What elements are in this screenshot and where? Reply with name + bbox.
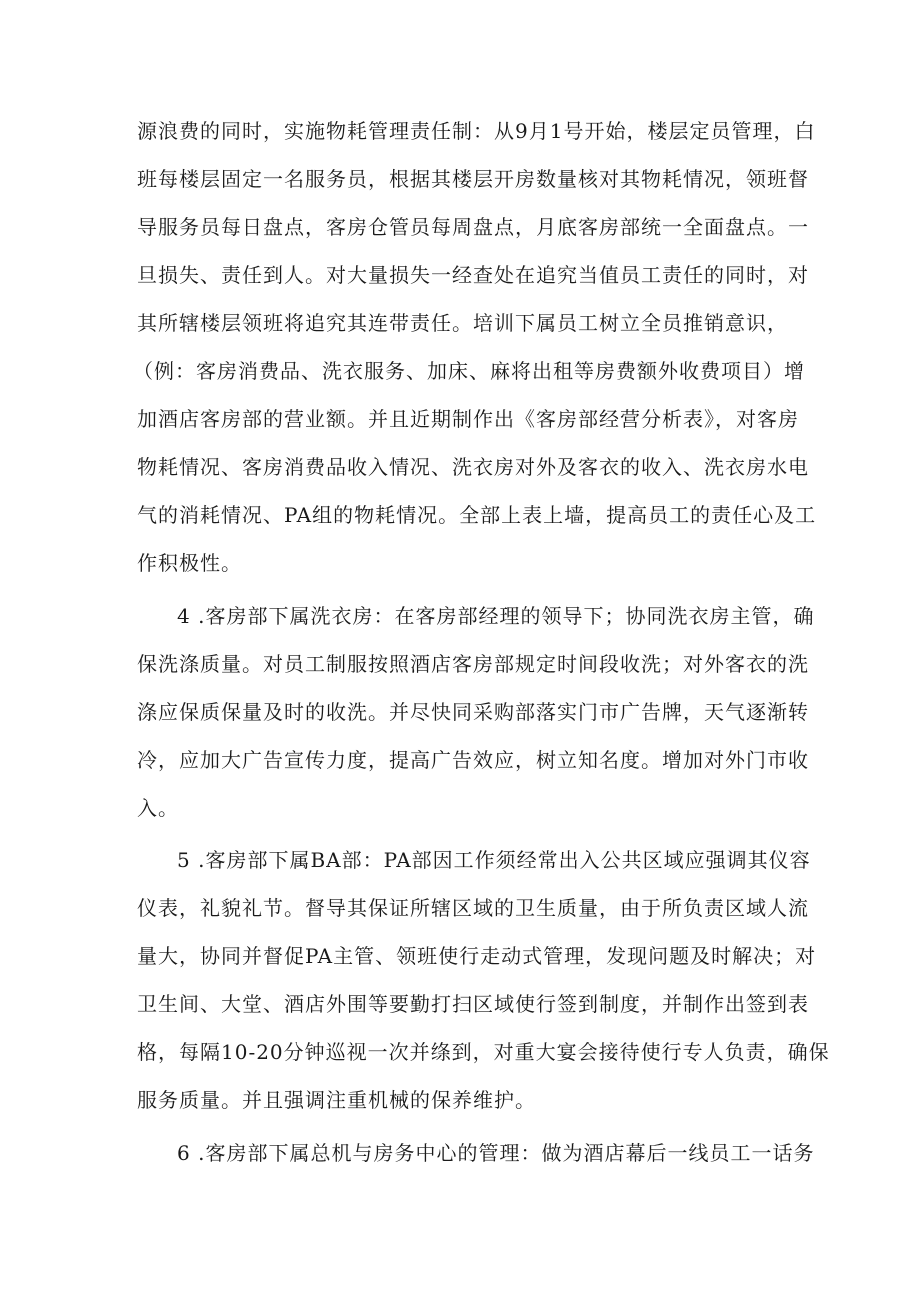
paragraph-line: 卫生间、大堂、酒店外围等要勤打扫区域使行签到制度，并制作出签到表 — [137, 992, 809, 1016]
paragraph-line: 冷，应加大广告宣传力度，提高广告效应，树立知名度。增加对外门市收 — [137, 748, 809, 772]
paragraph-line: 涤应保质保量及时的收洗。并尽快同采购部落实门市广告牌，天气逐渐转 — [137, 700, 809, 724]
paragraph-line: 4 .客房部下属洗衣房：在客房部经理的领导下；协同洗衣房主管，确 — [177, 604, 815, 628]
paragraph-line: 作积极性。 — [137, 551, 242, 575]
paragraph-line: 源浪费的同时，实施物耗管理责任制：从9月1号开始，楼层定员管理，白 — [137, 119, 816, 143]
paragraph-line: 加酒店客房部的营业额。并且近期制作出《客房部经营分析表》，对客房 — [137, 407, 799, 431]
paragraph-line: 入。 — [137, 796, 179, 820]
paragraph-line: 其所辖楼层领班将追究其连带责任。培训下属员工树立全员推销意识， — [137, 311, 788, 335]
paragraph-line: 旦损失、责任到人。对大量损失一经查处在追究当值员工责任的同时，对 — [137, 263, 809, 287]
paragraph-line: 气的消耗情况、PA组的物耗情况。全部上表上墙，提高员工的责任心及工 — [137, 503, 817, 527]
paragraph-line: 6 .客房部下属总机与房务中心的管理：做为酒店幕后一线员工一话务 — [177, 1141, 815, 1165]
paragraph-line: 量大，协同并督促PA主管、领班使行走动式管理，发现问题及时解决；对 — [137, 944, 817, 968]
paragraph-line: 物耗情况、客房消费品收入情况、洗衣房对外及客衣的收入、洗衣房水电 — [137, 455, 809, 479]
paragraph-line: 仪表，礼貌礼节。督导其保证所辖区域的卫生质量，由于所负责区域人流 — [137, 896, 809, 920]
paragraph-line: （例：客房消费品、洗衣服务、加床、麻将出租等房费额外收费项目）增 — [133, 359, 805, 383]
paragraph-line: 服务质量。并且强调注重机械的保养维护。 — [137, 1088, 536, 1112]
paragraph-line: 导服务员每日盘点，客房仓管员每周盘点，月底客房部统一全面盘点。一 — [137, 215, 809, 239]
paragraph-line: 班每楼层固定一名服务员，根据其楼层开房数量核对其物耗情况，领班督 — [137, 167, 809, 191]
paragraph-line: 5 .客房部下属BA部：PA部因工作须经常出入公共区域应强调其仪容 — [177, 848, 811, 872]
paragraph-line: 格，每隔10-20分钟巡视一次并绦到，对重大宴会接待使行专人负责，确保 — [137, 1040, 830, 1064]
paragraph-line: 保洗涤质量。对员工制服按照酒店客房部规定时间段收洗；对外客衣的洗 — [137, 652, 809, 676]
